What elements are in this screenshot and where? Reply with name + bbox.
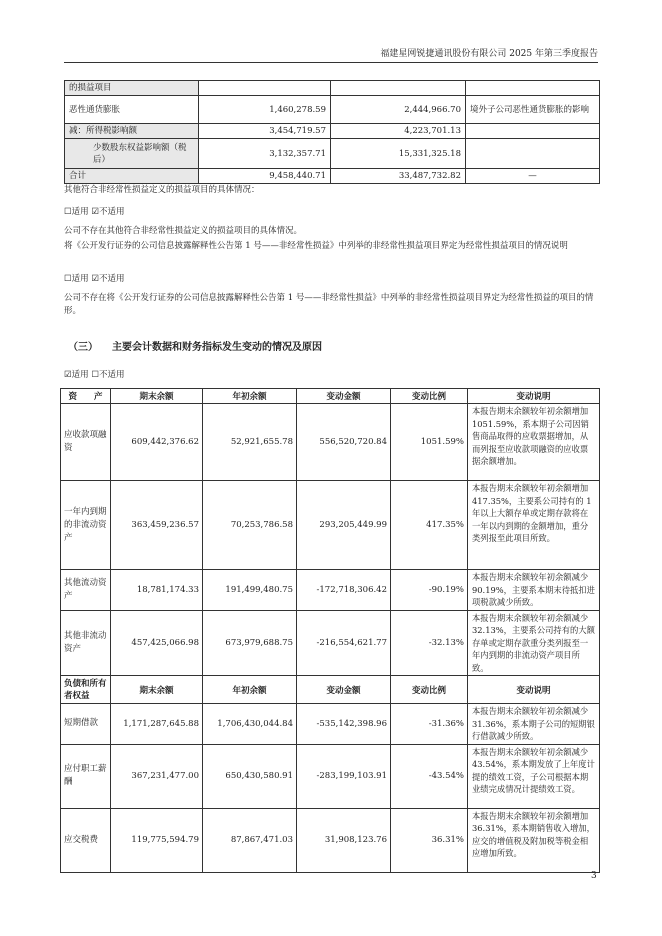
row-note xyxy=(466,139,600,169)
row-ratio: -43.54% xyxy=(391,744,468,808)
row-ratio: 36.31% xyxy=(391,808,468,872)
row-ratio: 417.35% xyxy=(391,481,468,570)
table-row xyxy=(65,169,600,184)
row-item: 短期借款 xyxy=(61,704,111,745)
applicability-checkbox: ☐适用 ☑不适用 xyxy=(64,207,125,217)
row-begin: 191,499,480.75 xyxy=(203,570,297,611)
row-ratio: -32.13% xyxy=(391,610,468,676)
row-desc: 本报告期末余额较年初余额增加 1051.59%，系本期子公司因销售商品取得的应收票据增加，从而列报至应收款项融资的应收票据余额增加。 xyxy=(468,404,600,481)
header-cell: 变动金额 xyxy=(297,389,391,404)
table-row xyxy=(61,570,600,611)
header-cell: 年初余额 xyxy=(203,389,297,404)
table-row xyxy=(61,704,600,745)
table-row xyxy=(61,610,600,676)
row-item: 合计 xyxy=(65,169,199,184)
row-change: 31,908,123.76 xyxy=(297,808,391,872)
row-ratio: -90.19% xyxy=(391,570,468,611)
row-current: 1,460,278.59 xyxy=(199,96,331,124)
row-begin: 673,979,688.75 xyxy=(203,610,297,676)
row-current: 9,458,440.71 xyxy=(199,169,331,184)
row-desc: 本报告期末余额较年初余额增加 417.35%，主要系公司持有的 1 年以上大额存单或定期存款将在一年以内到期的金额增加，重分类列报至此项目所致。 xyxy=(468,481,600,570)
row-change: -216,554,621.77 xyxy=(297,610,391,676)
section-heading xyxy=(68,338,322,353)
table-row xyxy=(61,404,600,481)
row-ratio: -31.36% xyxy=(391,704,468,745)
applicability-checkbox: ☑适用 ☐不适用 xyxy=(64,370,125,380)
row-item: 应交税费 xyxy=(61,808,111,872)
row-end: 609,442,376.62 xyxy=(111,404,203,481)
row-ratio: 1051.59% xyxy=(391,404,468,481)
row-begin: 1,706,430,044.84 xyxy=(203,704,297,745)
header-cell: 期末余额 xyxy=(111,389,203,404)
table-row xyxy=(65,139,600,169)
header-cell: 变动说明 xyxy=(468,389,600,404)
table-header-row xyxy=(61,676,600,704)
paragraph: 将《公开发行证券的公司信息披露解释性公告第 1 号——非经常性损益》中列举的非经常性损益项目界定为经常性损益项目的情况说明 xyxy=(64,241,568,251)
table-row xyxy=(61,481,600,570)
row-end: 119,775,594.79 xyxy=(111,808,203,872)
row-current: 3,454,719.57 xyxy=(199,124,331,139)
row-item: 应收款项融资 xyxy=(61,404,111,481)
header-cell: 负债和所有者权益 xyxy=(61,676,111,704)
applicability-checkbox: ☐适用 ☑不适用 xyxy=(64,274,125,284)
table-row xyxy=(65,124,600,139)
table-row xyxy=(61,744,600,808)
row-note: — xyxy=(466,169,600,184)
row-change: 556,520,720.84 xyxy=(297,404,391,481)
header-cell: 年初余额 xyxy=(203,676,297,704)
section-number: （三） xyxy=(68,342,98,353)
row-ytd: 15,331,325.18 xyxy=(331,139,466,169)
page-number: 3 xyxy=(591,871,597,881)
row-change: -535,142,398.96 xyxy=(297,704,391,745)
row-item: 的损益项目 xyxy=(65,81,199,96)
row-note xyxy=(466,124,600,139)
header-cell: 资 产 xyxy=(61,389,111,404)
row-ytd: 33,487,732.82 xyxy=(331,169,466,184)
report-header: 福建星网锐捷通讯股份有限公司 2025 年第三季度报告 xyxy=(380,49,598,59)
row-change: -172,718,306.42 xyxy=(297,570,391,611)
row-item: 减：所得税影响额 xyxy=(65,124,199,139)
row-note xyxy=(466,81,600,96)
paragraph: 公司不存在其他符合非经常性损益定义的损益项目的具体情况。 xyxy=(64,226,303,236)
row-item: 应付职工薪酬 xyxy=(61,744,111,808)
row-desc: 本报告期末余额较年初余额减少 31.36%，系本期子公司的短期银行借款减少所致。 xyxy=(468,704,600,745)
header-cell: 变动比例 xyxy=(391,676,468,704)
header-cell: 变动金额 xyxy=(297,676,391,704)
row-begin: 87,867,471.03 xyxy=(203,808,297,872)
table-row xyxy=(65,96,600,124)
row-end: 457,425,066.98 xyxy=(111,610,203,676)
header-divider xyxy=(64,62,598,63)
row-desc: 本报告期末余额较年初余额减少 90.19%，主要系本期末待抵扣进项税款减少所致。 xyxy=(468,570,600,611)
row-ytd: 4,223,701.13 xyxy=(331,124,466,139)
row-current xyxy=(199,81,331,96)
row-begin: 52,921,655.78 xyxy=(203,404,297,481)
row-item: 少数股东权益影响额（税后） xyxy=(65,139,199,169)
row-current: 3,132,357.71 xyxy=(199,139,331,169)
table-row xyxy=(65,81,600,96)
row-item: 一年内到期的非流动资产 xyxy=(61,481,111,570)
row-item: 其他流动资产 xyxy=(61,570,111,611)
row-item: 其他非流动资产 xyxy=(61,610,111,676)
changes-table xyxy=(60,388,600,873)
section-title: 主要会计数据和财务指标发生变动的情况及原因 xyxy=(112,342,322,353)
row-note: 境外子公司恶性通货膨胀的影响 xyxy=(466,96,600,124)
row-begin: 70,253,786.58 xyxy=(203,481,297,570)
header-cell: 变动比例 xyxy=(391,389,468,404)
row-ytd xyxy=(331,81,466,96)
row-end: 18,781,174.33 xyxy=(111,570,203,611)
row-end: 367,231,477.00 xyxy=(111,744,203,808)
row-desc: 本报告期末余额较年初余额减少 32.13%，主要系公司持有的大额存单或定期存款重分类列报至一年内到期的非流动资产项目所致。 xyxy=(468,610,600,676)
row-end: 1,171,287,645.88 xyxy=(111,704,203,745)
header-cell: 期末余额 xyxy=(111,676,203,704)
row-ytd: 2,444,966.70 xyxy=(331,96,466,124)
header-cell: 变动说明 xyxy=(468,676,600,704)
nonrecurring-table xyxy=(64,80,600,184)
table-header-row xyxy=(61,389,600,404)
row-end: 363,459,236.57 xyxy=(111,481,203,570)
paragraph: 其他符合非经常性损益定义的损益项目的具体情况： xyxy=(64,185,260,195)
table-row xyxy=(61,808,600,872)
row-change: 293,205,449.99 xyxy=(297,481,391,570)
row-desc: 本报告期末余额较年初余额增加 36.31%，系本期销售收入增加，应交的增值税及附加税等税金相应增加所致。 xyxy=(468,808,600,872)
row-item: 恶性通货膨胀 xyxy=(65,96,199,124)
row-begin: 650,430,580.91 xyxy=(203,744,297,808)
row-desc: 本报告期末余额较年初余额减少 43.54%，系本期发放了上年度计提的绩效工资，子公司根据本期业绩完成情况计提绩效工资。 xyxy=(468,744,600,808)
paragraph: 公司不存在将《公开发行证券的公司信息披露解释性公告第 1 号——非经常性损益》中列举的非经常性损益项目界定为经常性损益的项目的情形。 xyxy=(64,293,594,316)
row-change: -283,199,103.91 xyxy=(297,744,391,808)
